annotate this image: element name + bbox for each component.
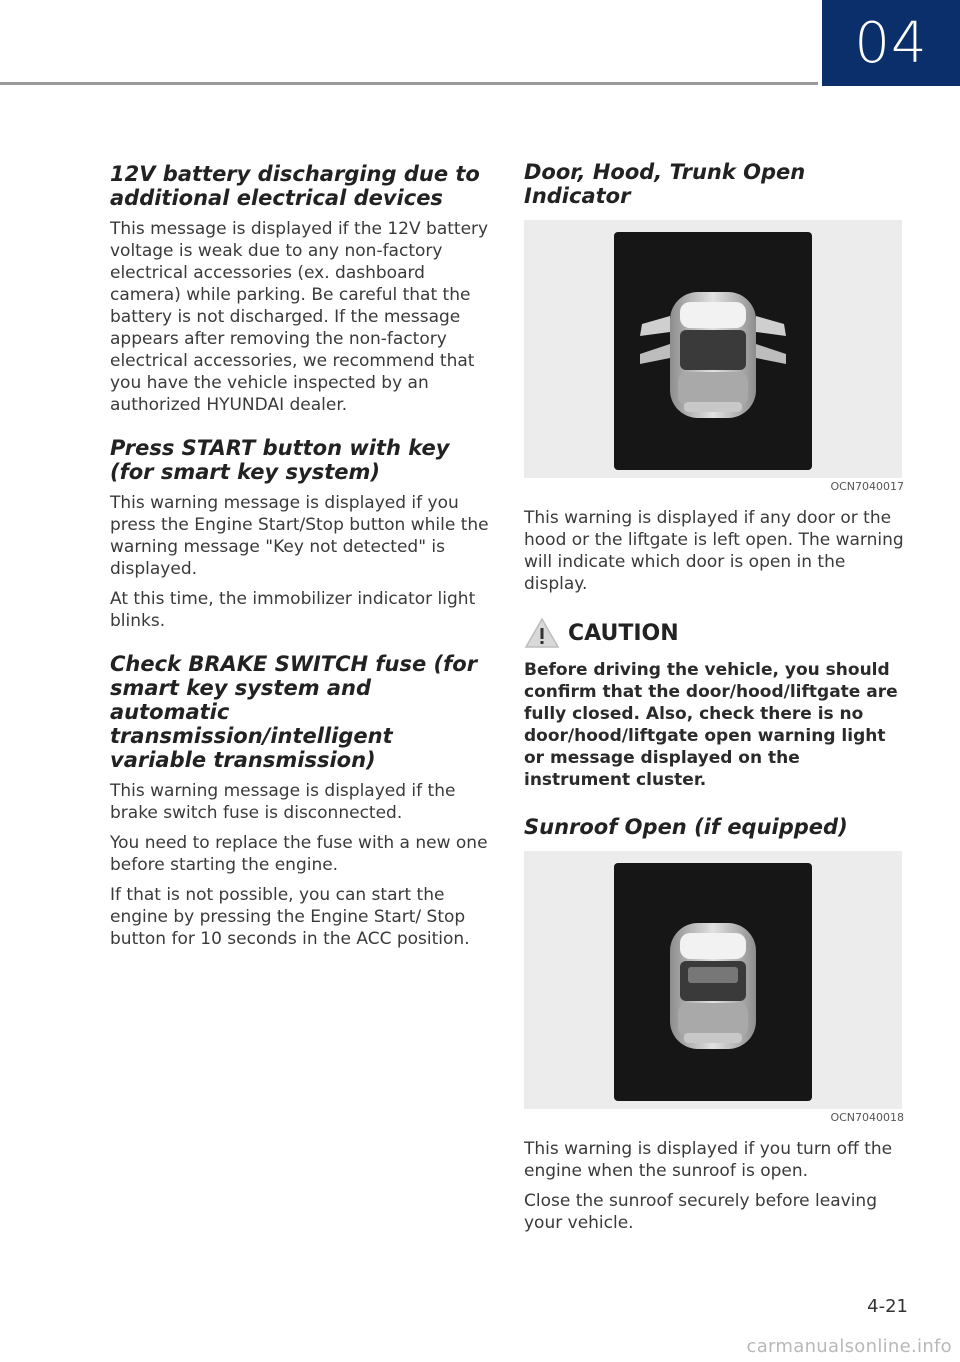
paragraph: At this time, the immobilizer indicator light blinks. [110, 589, 476, 631]
paragraph: If that is not possible, you can start the engine by pressing the Engine Start/ Stop button for 10 seconds in the ACC position. [110, 885, 470, 949]
section-press-start [110, 436, 492, 632]
figure-code: OCN7040018 [830, 1111, 904, 1124]
cluster-display [614, 232, 812, 470]
paragraph: This warning is displayed if any door or the hood or the liftgate is left open. The warning will indicate which door is open in the display. [524, 508, 904, 594]
car-sunroof-open-icon [614, 863, 812, 1101]
paragraph: This warning is displayed if you turn off the engine when the sunroof is open. [524, 1139, 893, 1181]
cluster-display [614, 863, 812, 1101]
figure-code: OCN7040017 [830, 480, 904, 493]
section-title: Press START button with key (for smart key system) [110, 436, 450, 484]
paragraph: You need to replace the fuse with a new one before starting the engine. [110, 833, 488, 875]
header-rule [0, 82, 818, 85]
section-title: Sunroof Open (if equipped) [524, 815, 848, 839]
section-brake-switch [110, 652, 492, 950]
car-doors-open-icon [614, 232, 812, 470]
caution-title: CAUTION [568, 620, 679, 646]
paragraph: This message is displayed if the 12V battery voltage is weak due to any non-factory electrical accessories (ex. dashboard camera) while parking. Be careful that the battery is not discharged. If the message appears after removing the non-factory electrical accessories, we recommend that you have the vehicle inspected by an authorized HYUNDAI dealer. [110, 219, 489, 415]
left-column [110, 162, 492, 970]
right-column [524, 160, 904, 1242]
section-title: Door, Hood, Trunk Open Indicator [524, 160, 806, 208]
section-title: 12V battery discharging due to additional electrical devices [110, 162, 480, 210]
section-title: Check BRAKE SWITCH fuse (for smart key system and automatic transmission/intelligent variable transmission) [110, 652, 478, 772]
section-battery-discharging [110, 162, 492, 416]
chapter-tab: 04 [822, 0, 960, 86]
caution-body: Before driving the vehicle, you should confirm that the door/hood/liftgate are fully closed. Also, check there is no door/hood/liftgate open warning light or message displayed on the instrument cluster. [524, 660, 898, 790]
sunroof-open-figure [524, 851, 902, 1109]
page-number: 4-21 [867, 1296, 908, 1317]
paragraph: This warning message is displayed if you press the Engine Start/Stop button while the warning message "Key not detected" is displayed. [110, 493, 489, 579]
caution-header [524, 617, 904, 649]
paragraph: This warning message is displayed if the brake switch fuse is disconnected. [110, 781, 456, 823]
paragraph: Close the sunroof securely before leaving your vehicle. [524, 1191, 877, 1233]
door-open-figure [524, 220, 902, 478]
warning-triangle-icon [524, 617, 560, 649]
watermark: carmanualsonline.info [746, 1336, 952, 1357]
